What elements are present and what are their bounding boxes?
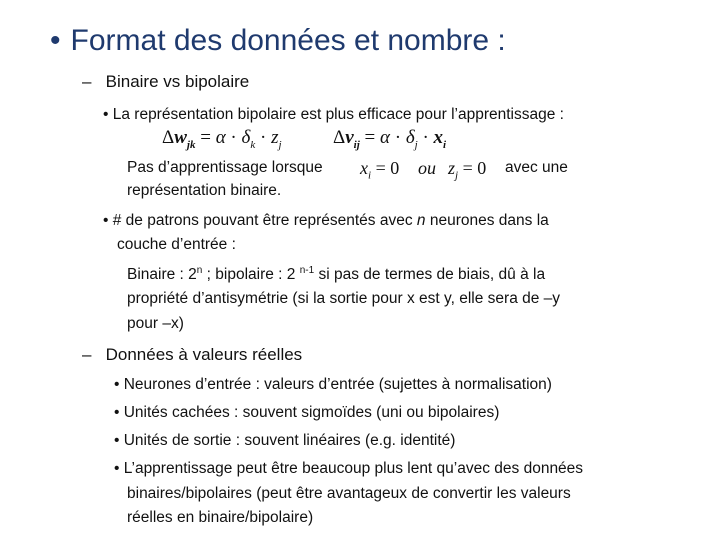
list-item-text: Neurones d’entrée : valeurs d’entrée (sujettes à normalisation) bbox=[123, 376, 552, 393]
list-item: • Unités cachées : souvent sigmoïdes (uni ou bipolaires) bbox=[114, 404, 500, 421]
bipolaire-exponent: n-1 bbox=[299, 265, 315, 276]
list-item-continuation: binaires/bipolaires (peut être avantageux de convertir les valeurs bbox=[127, 485, 571, 502]
avec-une-text: avec une bbox=[505, 159, 568, 176]
bullet-patterns-n: n bbox=[416, 212, 426, 229]
section2-heading-text: Données à valeurs réelles bbox=[105, 345, 303, 364]
formula-delta-w: $\Delta w_{jk} = \alpha \cdot \delta_k \cdot z_j$ bbox=[162, 127, 282, 151]
section1-heading-text: Binaire vs bipolaire bbox=[105, 72, 250, 91]
list-item-text: L’apprentissage peut être beaucoup plus lent qu’avec des données bbox=[123, 460, 584, 477]
list-item-continuation: réelles en binaire/bipolaire) bbox=[127, 509, 314, 526]
formula-ou: ou bbox=[418, 158, 436, 178]
bullet-patterns: • # de patrons pouvant être représentés avec n neurones dans la bbox=[103, 212, 549, 229]
bullet-bipolar-efficiency: • La représentation bipolaire est plus efficace pour l’apprentissage : bbox=[103, 106, 564, 123]
bullet-patterns-part2: neurones dans la bbox=[425, 212, 549, 229]
binaire-line2: propriété d’antisymétrie (si la sortie pour x est y, elle sera de –y bbox=[127, 290, 561, 307]
list-item: • L’apprentissage peut être beaucoup plus lent qu’avec des données bbox=[114, 460, 584, 477]
list-item: • Unités de sortie : souvent linéaires (e.g. identité) bbox=[114, 432, 456, 449]
bullet-patterns-line2: couche d’entrée : bbox=[117, 236, 236, 253]
binaire-line1 bbox=[127, 265, 545, 284]
bullet-bipolar-efficiency-text: La représentation bipolaire est plus efficace pour l’apprentissage : bbox=[112, 106, 564, 123]
formula-x-zero: $x_i = 0$ bbox=[360, 158, 400, 182]
bipolaire-label: ; bipolaire : 2 bbox=[202, 266, 300, 284]
binaire-end: si pas de termes de biais, dû à la bbox=[314, 266, 546, 284]
no-learning-text: Pas d’apprentissage lorsque bbox=[127, 159, 323, 176]
binary-rep-text: représentation binaire. bbox=[127, 182, 282, 199]
section1-heading: – Binaire vs bipolaire bbox=[82, 72, 250, 91]
page-title bbox=[50, 24, 506, 58]
section2-heading: – Données à valeurs réelles bbox=[82, 345, 303, 364]
binaire-label: Binaire : 2 bbox=[127, 266, 197, 284]
formula-delta-v: $\Delta v_{ij} = \alpha \cdot \delta_j \cdot x_i$ bbox=[333, 127, 447, 151]
binaire-line3: pour –x) bbox=[127, 315, 184, 332]
list-item: • Neurones d’entrée : valeurs d’entrée (sujettes à normalisation) bbox=[114, 376, 552, 393]
list-item-text: Unités de sortie : souvent linéaires (e.g. identité) bbox=[123, 432, 456, 449]
bullet-patterns-part1: # de patrons pouvant être représentés avec bbox=[112, 212, 417, 229]
title-text: Format des données et nombre : bbox=[70, 24, 506, 57]
bullet-dot: • bbox=[50, 24, 61, 57]
binaire-exponent: n bbox=[196, 265, 203, 276]
formula-z-zero: $z_j = 0$ bbox=[448, 158, 487, 182]
list-item-text: Unités cachées : souvent sigmoïdes (uni ou bipolaires) bbox=[123, 404, 500, 421]
